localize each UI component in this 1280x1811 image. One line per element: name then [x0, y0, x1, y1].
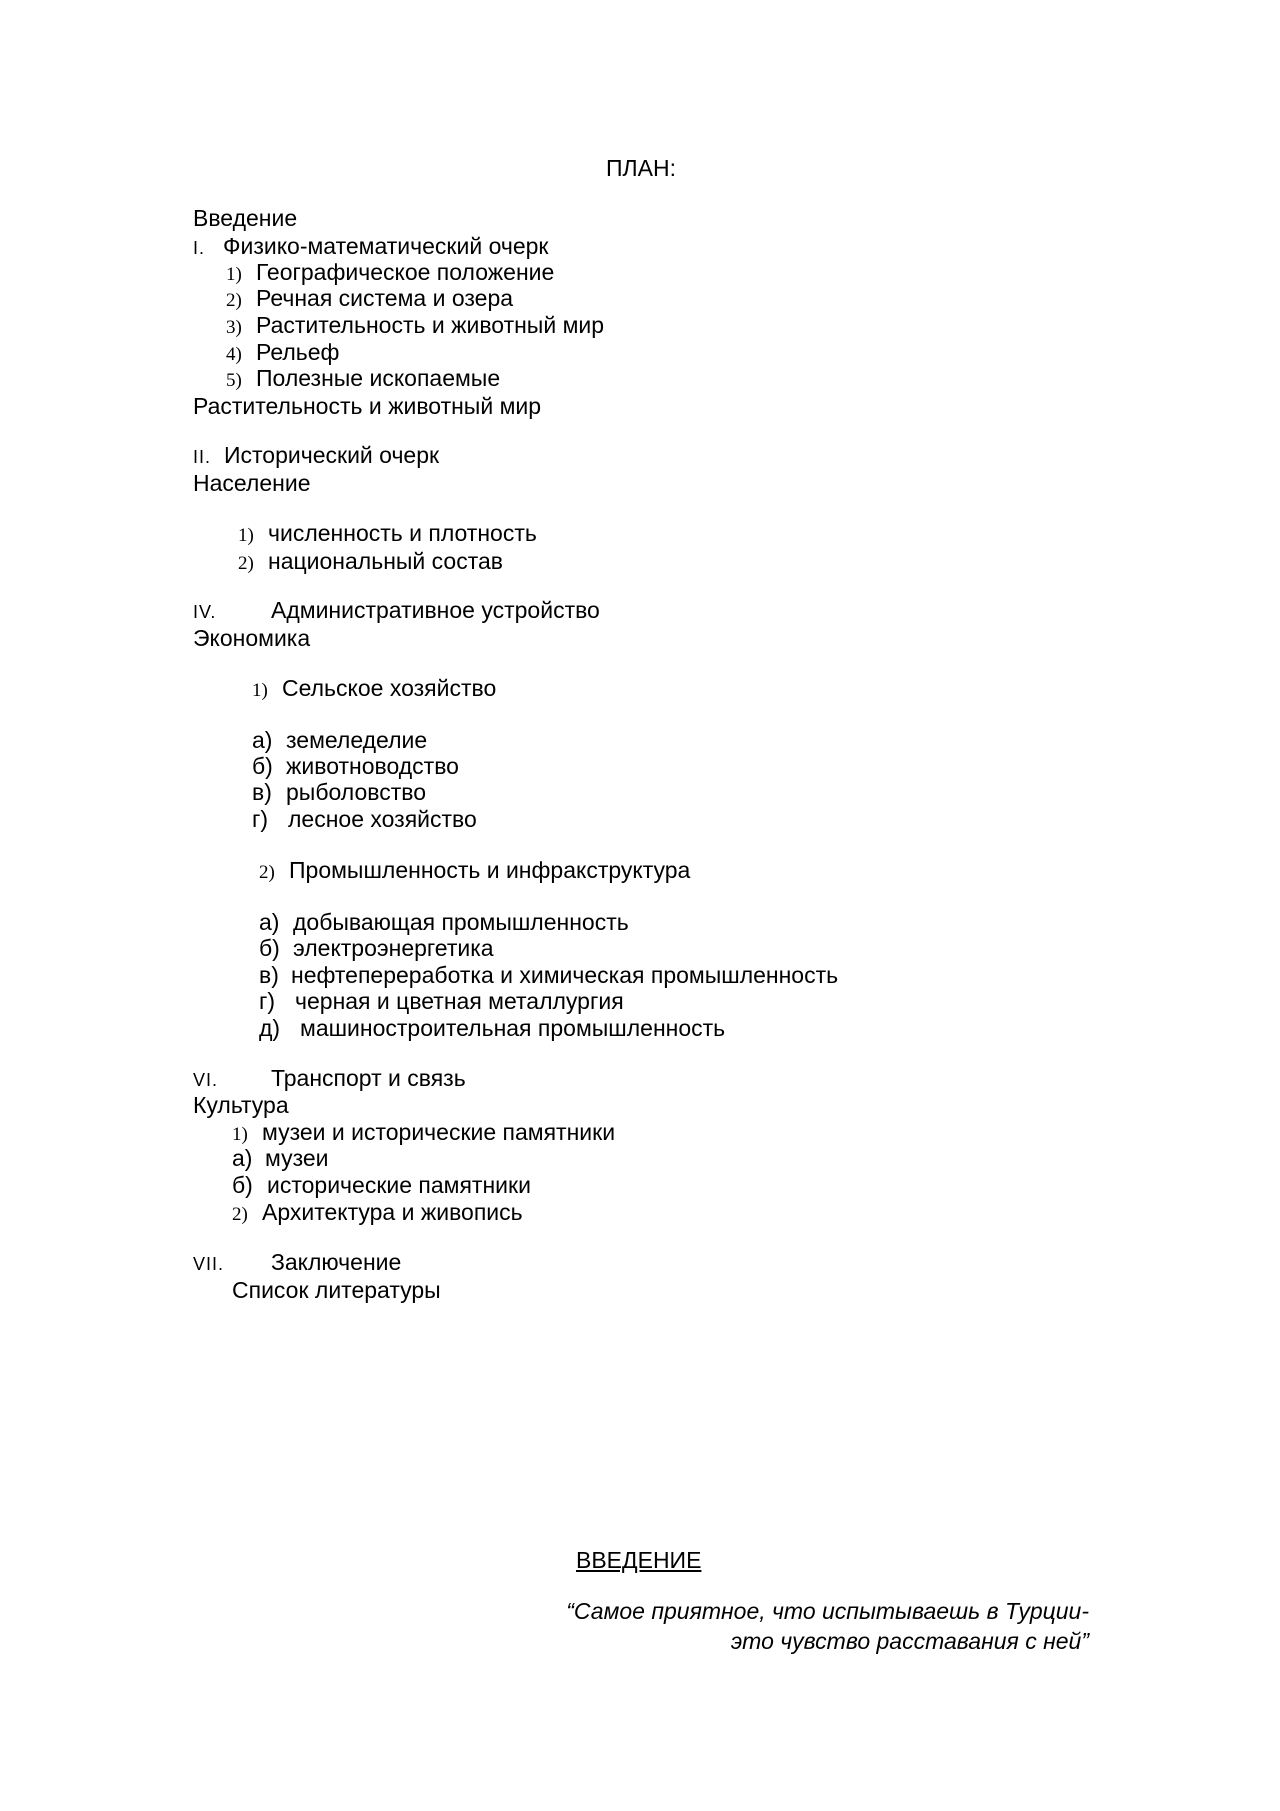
- item-number: 2): [238, 553, 254, 574]
- section-4: [193, 596, 600, 626]
- item-label: Растительность и животный мир: [256, 312, 605, 338]
- culture-heading: Культура: [193, 1092, 289, 1118]
- list-item: [259, 987, 624, 1015]
- item-label: машиностроительная промышленность: [300, 1015, 726, 1041]
- item-number: 3): [226, 317, 242, 338]
- item-letter: б): [232, 1172, 253, 1198]
- item-number: 2): [232, 1204, 248, 1225]
- section-7: [193, 1248, 401, 1278]
- economy-heading: Экономика: [193, 625, 311, 651]
- item-letter: а): [232, 1145, 253, 1171]
- item-label: Географическое положение: [256, 259, 555, 285]
- item-letter: в): [259, 962, 279, 988]
- item-number: 4): [226, 344, 242, 365]
- item-number: 2): [226, 290, 242, 311]
- list-item: [252, 726, 427, 754]
- section-7-numeral: VII.: [193, 1254, 225, 1274]
- item-label: исторические памятники: [267, 1172, 531, 1198]
- epigraph-line-1: “Самое приятное, что испытываешь в Турции-: [566, 1598, 1089, 1624]
- list-item: [259, 961, 838, 989]
- item-label: лесное хозяйство: [288, 806, 477, 832]
- section-7-label: Заключение: [271, 1249, 402, 1275]
- section-6: [193, 1064, 466, 1094]
- section-6-numeral: VI.: [193, 1070, 219, 1090]
- section-1-numeral: I.: [193, 238, 206, 258]
- item-number: 1): [238, 525, 254, 546]
- item-label: животноводство: [286, 753, 459, 779]
- item-label: черная и цветная металлургия: [295, 988, 624, 1014]
- item-label: численность и плотность: [268, 520, 537, 546]
- list-item: [259, 908, 629, 936]
- epigraph-line-2: это чувство расставания с ней”: [730, 1628, 1089, 1654]
- section-1-label: Физико-математический очерк: [223, 233, 549, 259]
- industry-heading: [259, 856, 690, 887]
- list-item: [238, 547, 503, 578]
- item-label: нефтепереработка и химическая промышленность: [291, 962, 839, 988]
- introduction-heading: ВВЕДЕНИЕ: [576, 1547, 702, 1573]
- item-label: Промышленность и инфракструктура: [289, 857, 691, 883]
- list-item: [232, 1171, 531, 1199]
- plan-title: ПЛАН:: [606, 155, 676, 181]
- item-letter: б): [252, 753, 273, 779]
- section-2-numeral: II.: [193, 447, 212, 467]
- list-item: [252, 778, 426, 806]
- item-label: музеи и исторические памятники: [262, 1119, 616, 1145]
- agriculture-heading: [252, 674, 496, 705]
- item-label: Сельское хозяйство: [282, 675, 497, 701]
- item-label: национальный состав: [268, 548, 504, 574]
- section-4-label: Административное устройство: [271, 597, 600, 623]
- item-letter: в): [252, 779, 272, 805]
- list-item: [259, 1014, 725, 1042]
- section-2: [193, 441, 439, 471]
- list-item: [259, 934, 494, 962]
- item-label: добывающая промышленность: [293, 909, 629, 935]
- item-number: 1): [226, 264, 242, 285]
- population-heading: Население: [193, 470, 311, 496]
- list-item: [238, 519, 537, 550]
- section-2-label: Исторический очерк: [224, 442, 440, 468]
- item-label: Архитектура и живопись: [262, 1199, 523, 1225]
- item-label: электроэнергетика: [293, 935, 494, 961]
- bibliography: Список литературы: [232, 1277, 441, 1303]
- item-label: Полезные ископаемые: [256, 365, 501, 391]
- item-letter: г): [259, 988, 276, 1014]
- item-number: 1): [252, 680, 268, 701]
- item-label: земеледелие: [286, 727, 428, 753]
- list-item: [232, 1144, 329, 1172]
- list-item: [232, 1198, 523, 1229]
- item-number: 1): [232, 1124, 248, 1145]
- item-letter: б): [259, 935, 280, 961]
- item-letter: д): [259, 1015, 281, 1041]
- item-label: Речная система и озера: [256, 285, 514, 311]
- item-label: рыболовство: [286, 779, 426, 805]
- item-number: 5): [226, 370, 242, 391]
- section-6-label: Транспорт и связь: [271, 1065, 466, 1091]
- item-number: 2): [259, 862, 275, 883]
- plan-intro: Введение: [193, 205, 298, 231]
- item-label: Рельеф: [256, 339, 340, 365]
- item-letter: а): [252, 727, 273, 753]
- item-letter: а): [259, 909, 280, 935]
- list-item: [226, 364, 500, 395]
- section-4-numeral: IV.: [193, 602, 217, 622]
- item-letter: г): [252, 806, 269, 832]
- flora-heading: Растительность и животный мир: [193, 393, 542, 419]
- item-label: музеи: [265, 1145, 329, 1171]
- list-item: [252, 805, 477, 833]
- list-item: [252, 752, 459, 780]
